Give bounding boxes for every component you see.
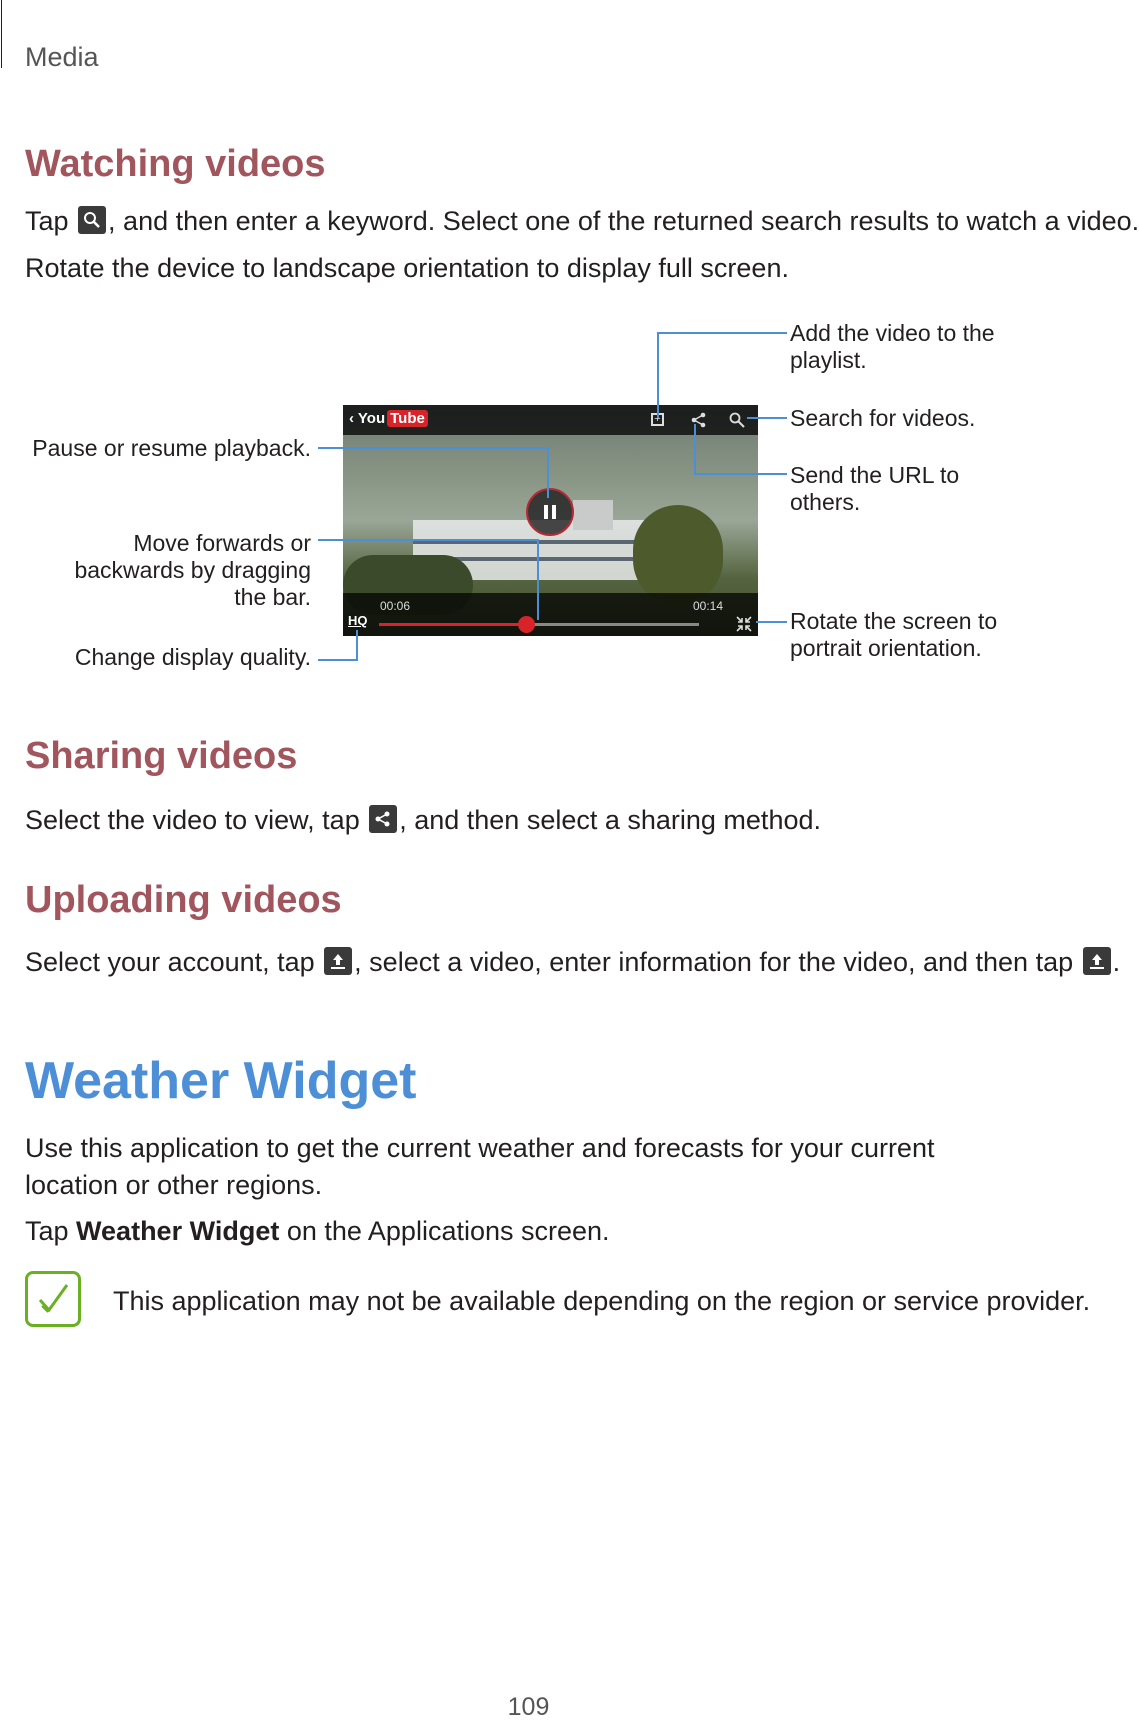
callout-search: Search for videos. xyxy=(790,405,976,431)
weather-description: Use this application to get the current weather and forecasts for your current location or other regions. xyxy=(25,1133,935,1200)
share-icon xyxy=(369,805,397,833)
watching-line-2: Rotate the device to landscape orientation to display full screen. xyxy=(25,253,789,283)
time-total: 00:14 xyxy=(693,599,724,613)
logo-tube: Tube xyxy=(387,410,428,427)
callout-pause: Pause or resume playback. xyxy=(32,435,311,461)
uploading-videos-heading: Uploading videos xyxy=(25,879,342,921)
weather-note: This application may not be available depending on the region or service provider. xyxy=(113,1286,1091,1316)
weather-tap-b: on the Applications screen. xyxy=(279,1216,610,1246)
callout-send-url: Send the URL to others. xyxy=(790,462,960,515)
uploading-text-c: . xyxy=(1112,947,1121,977)
watching-line-1b: , and then enter a keyword. Select one of the returned search results to watch a video. xyxy=(108,206,1139,236)
upload-icon xyxy=(324,947,352,975)
uploading-text-b: , select a video, enter information for the video, and then tap xyxy=(354,947,1081,977)
callout-quality: Change display quality. xyxy=(74,644,311,670)
time-elapsed: 00:06 xyxy=(380,599,411,613)
weather-tap-bold: Weather Widget xyxy=(76,1216,280,1246)
callout-seek: Move forwards or backwards by dragging the bar. xyxy=(74,530,311,610)
callout-rotate: Rotate the screen to portrait orientation. xyxy=(790,608,998,661)
callout-add-playlist: Add the video to the playlist. xyxy=(790,320,995,373)
note-check-icon xyxy=(25,1271,81,1327)
playlist-add-icon[interactable]: + xyxy=(651,413,664,426)
watching-videos-heading: Watching videos xyxy=(25,143,326,185)
logo-you: You xyxy=(357,410,386,427)
weather-tap-a: Tap xyxy=(25,1216,77,1246)
quality-button[interactable]: HQ xyxy=(348,613,368,628)
sharing-text xyxy=(25,802,821,839)
uploading-text xyxy=(25,944,1120,981)
watching-line-1a: Tap xyxy=(25,206,77,236)
weather-widget-heading: Weather Widget xyxy=(25,1052,417,1110)
sharing-text-a: Select the video to view, tap xyxy=(25,805,368,835)
upload-icon xyxy=(1083,947,1111,975)
page-number: 109 xyxy=(507,1693,550,1721)
weather-tap-instruction xyxy=(25,1213,610,1250)
sharing-text-b: , and then select a sharing method. xyxy=(399,805,821,835)
section-header: Media xyxy=(25,42,99,72)
sharing-videos-heading: Sharing videos xyxy=(25,735,298,777)
uploading-text-a: Select your account, tap xyxy=(25,947,323,977)
youtube-logo: ‹ You Tube xyxy=(349,410,428,427)
